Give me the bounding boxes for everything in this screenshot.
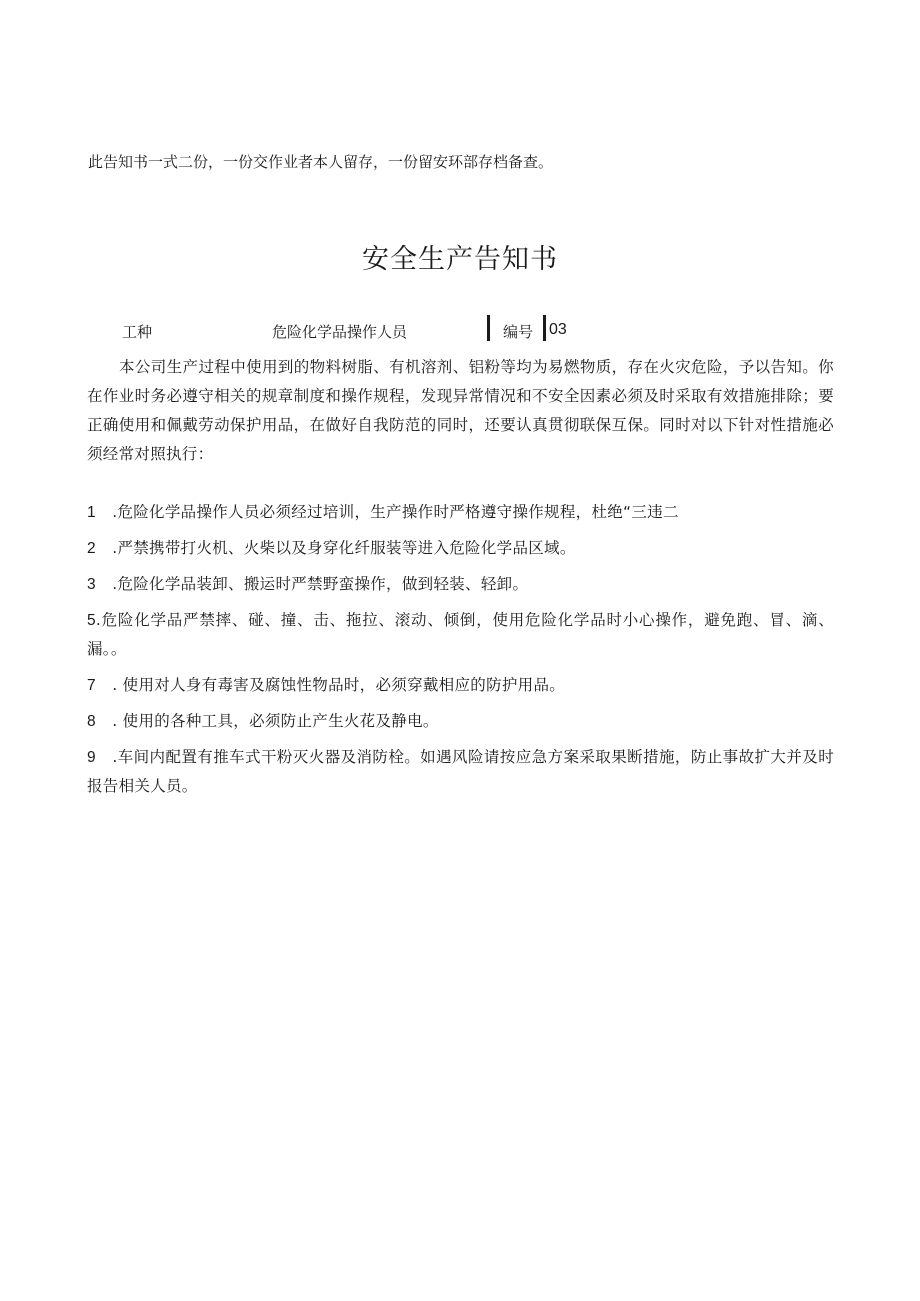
item-number: 2	[87, 540, 96, 557]
item-text: . 使用的各种工具，必须防止产生火花及静电。	[107, 712, 439, 730]
list-item	[87, 707, 834, 736]
meta-row	[0, 313, 920, 349]
item-text: .危险化学品操作人员必须经过培训，生产操作时严格遵守操作规程，杜绝“三违二	[107, 503, 679, 521]
job-label: 工种	[122, 323, 153, 341]
item-number: 7	[87, 677, 96, 694]
list-item	[87, 498, 834, 527]
item-text: .危险化学品严禁摔、碰、撞、击、拖拉、滚动、倾倒，使用危险化学品时小心操作，避免跑、冒、滴、漏。。	[87, 611, 834, 658]
job-value: 危险化学品操作人员	[272, 323, 408, 341]
list-item	[87, 606, 834, 664]
code-label: 编号	[503, 323, 534, 341]
list-item	[87, 534, 834, 563]
code-value: 03	[549, 321, 567, 338]
item-text: . 使用对人身有毒害及腐蚀性物品时，必须穿戴相应的防护用品。	[107, 676, 566, 694]
field-divider	[487, 315, 490, 341]
item-number: 8	[87, 713, 96, 730]
item-text: .危险化学品装卸、搬运时严禁野蛮操作，做到轻装、轻卸。	[107, 575, 529, 593]
list-item	[87, 671, 834, 700]
item-number: 9	[87, 749, 96, 766]
measures-list	[87, 498, 834, 808]
page-title: 安全生产告知书	[362, 244, 558, 275]
item-number: 5	[87, 612, 96, 629]
intro-paragraph: 本公司生产过程中使用到的物料树脂、有机溶剂、铝粉等均为易燃物质，存在火灾危险，予以告知。你在作业时务必遵守相关的规章制度和操作规程，发现异常情况和不安全因素必须及时采取有效措施排除；要正确使用和佩戴劳动保护用品，在做好自我防范的同时，还要认真贯彻联保互保。同时对以下针对性措施必须经常对照执行：	[87, 358, 834, 463]
item-number: 3	[87, 576, 96, 593]
header-note: 此告知书一式二份，一份交作业者本人留存，一份留安环部存档备查。	[88, 153, 554, 171]
field-divider	[543, 315, 546, 341]
list-item	[87, 743, 834, 801]
item-number: 1	[87, 504, 96, 521]
list-item	[87, 570, 834, 599]
item-text: .车间内配置有推车式干粉灭火器及消防栓。如遇风险请按应急方案采取果断措施，防止事故扩大并及时报告相关人员。	[87, 748, 834, 795]
item-text: .严禁携带打火机、火柴以及身穿化纤服装等进入危险化学品区域。	[107, 539, 576, 557]
